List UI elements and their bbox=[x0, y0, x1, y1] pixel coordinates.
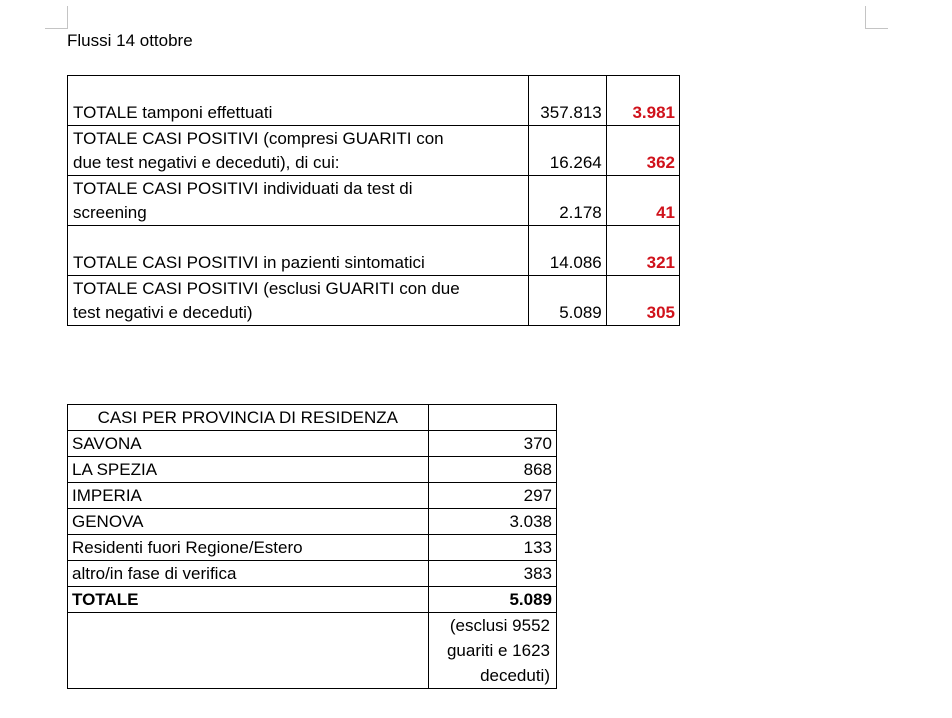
total-row bbox=[68, 587, 557, 613]
province-value: 3.038 bbox=[428, 509, 556, 535]
table-row bbox=[68, 76, 680, 126]
province-value: 297 bbox=[428, 483, 556, 509]
row-delta: 305 bbox=[606, 276, 679, 326]
row-total: 357.813 bbox=[529, 76, 606, 126]
province-header: CASI PER PROVINCIA DI RESIDENZA bbox=[68, 405, 429, 431]
table-row bbox=[68, 483, 557, 509]
total-value: 5.089 bbox=[428, 587, 556, 613]
empty-note-cell bbox=[68, 613, 429, 689]
table-row bbox=[68, 276, 680, 326]
province-name: GENOVA bbox=[68, 509, 429, 535]
row-label: TOTALE CASI POSITIVI (compresi GUARITI con due test negativi e deceduti), di cui: bbox=[68, 126, 529, 176]
table-row bbox=[68, 126, 680, 176]
row-total: 2.178 bbox=[529, 176, 606, 226]
table-row bbox=[68, 431, 557, 457]
row-delta: 362 bbox=[606, 126, 679, 176]
row-delta: 321 bbox=[606, 226, 679, 276]
province-name: Residenti fuori Regione/Estero bbox=[68, 535, 429, 561]
row-total: 14.086 bbox=[529, 226, 606, 276]
table-row bbox=[68, 457, 557, 483]
total-note: (esclusi 9552 guariti e 1623 deceduti) bbox=[428, 613, 556, 689]
province-name: altro/in fase di verifica bbox=[68, 561, 429, 587]
row-label: TOTALE tamponi effettuati bbox=[68, 76, 529, 126]
row-delta: 41 bbox=[606, 176, 679, 226]
province-name: LA SPEZIA bbox=[68, 457, 429, 483]
total-label: TOTALE bbox=[68, 587, 429, 613]
row-total: 5.089 bbox=[529, 276, 606, 326]
page-corner-mark-right bbox=[865, 6, 888, 29]
row-total: 16.264 bbox=[529, 126, 606, 176]
empty-header-cell bbox=[428, 405, 556, 431]
row-delta: 3.981 bbox=[606, 76, 679, 126]
province-value: 133 bbox=[428, 535, 556, 561]
province-value: 868 bbox=[428, 457, 556, 483]
table-row bbox=[68, 509, 557, 535]
note-row bbox=[68, 613, 557, 689]
row-label: TOTALE CASI POSITIVI in pazienti sintomatici bbox=[68, 226, 529, 276]
table-row bbox=[68, 226, 680, 276]
table-row bbox=[68, 535, 557, 561]
province-table bbox=[67, 404, 557, 689]
province-name: SAVONA bbox=[68, 431, 429, 457]
document-title: Flussi 14 ottobre bbox=[67, 31, 193, 50]
province-value: 383 bbox=[428, 561, 556, 587]
table-row bbox=[68, 561, 557, 587]
summary-table bbox=[67, 75, 680, 326]
province-value: 370 bbox=[428, 431, 556, 457]
row-label: TOTALE CASI POSITIVI individuati da test di screening bbox=[68, 176, 529, 226]
row-label: TOTALE CASI POSITIVI (esclusi GUARITI con due test negativi e deceduti) bbox=[68, 276, 529, 326]
table-row bbox=[68, 176, 680, 226]
province-name: IMPERIA bbox=[68, 483, 429, 509]
page-corner-mark-left bbox=[45, 6, 68, 29]
table-header-row bbox=[68, 405, 557, 431]
